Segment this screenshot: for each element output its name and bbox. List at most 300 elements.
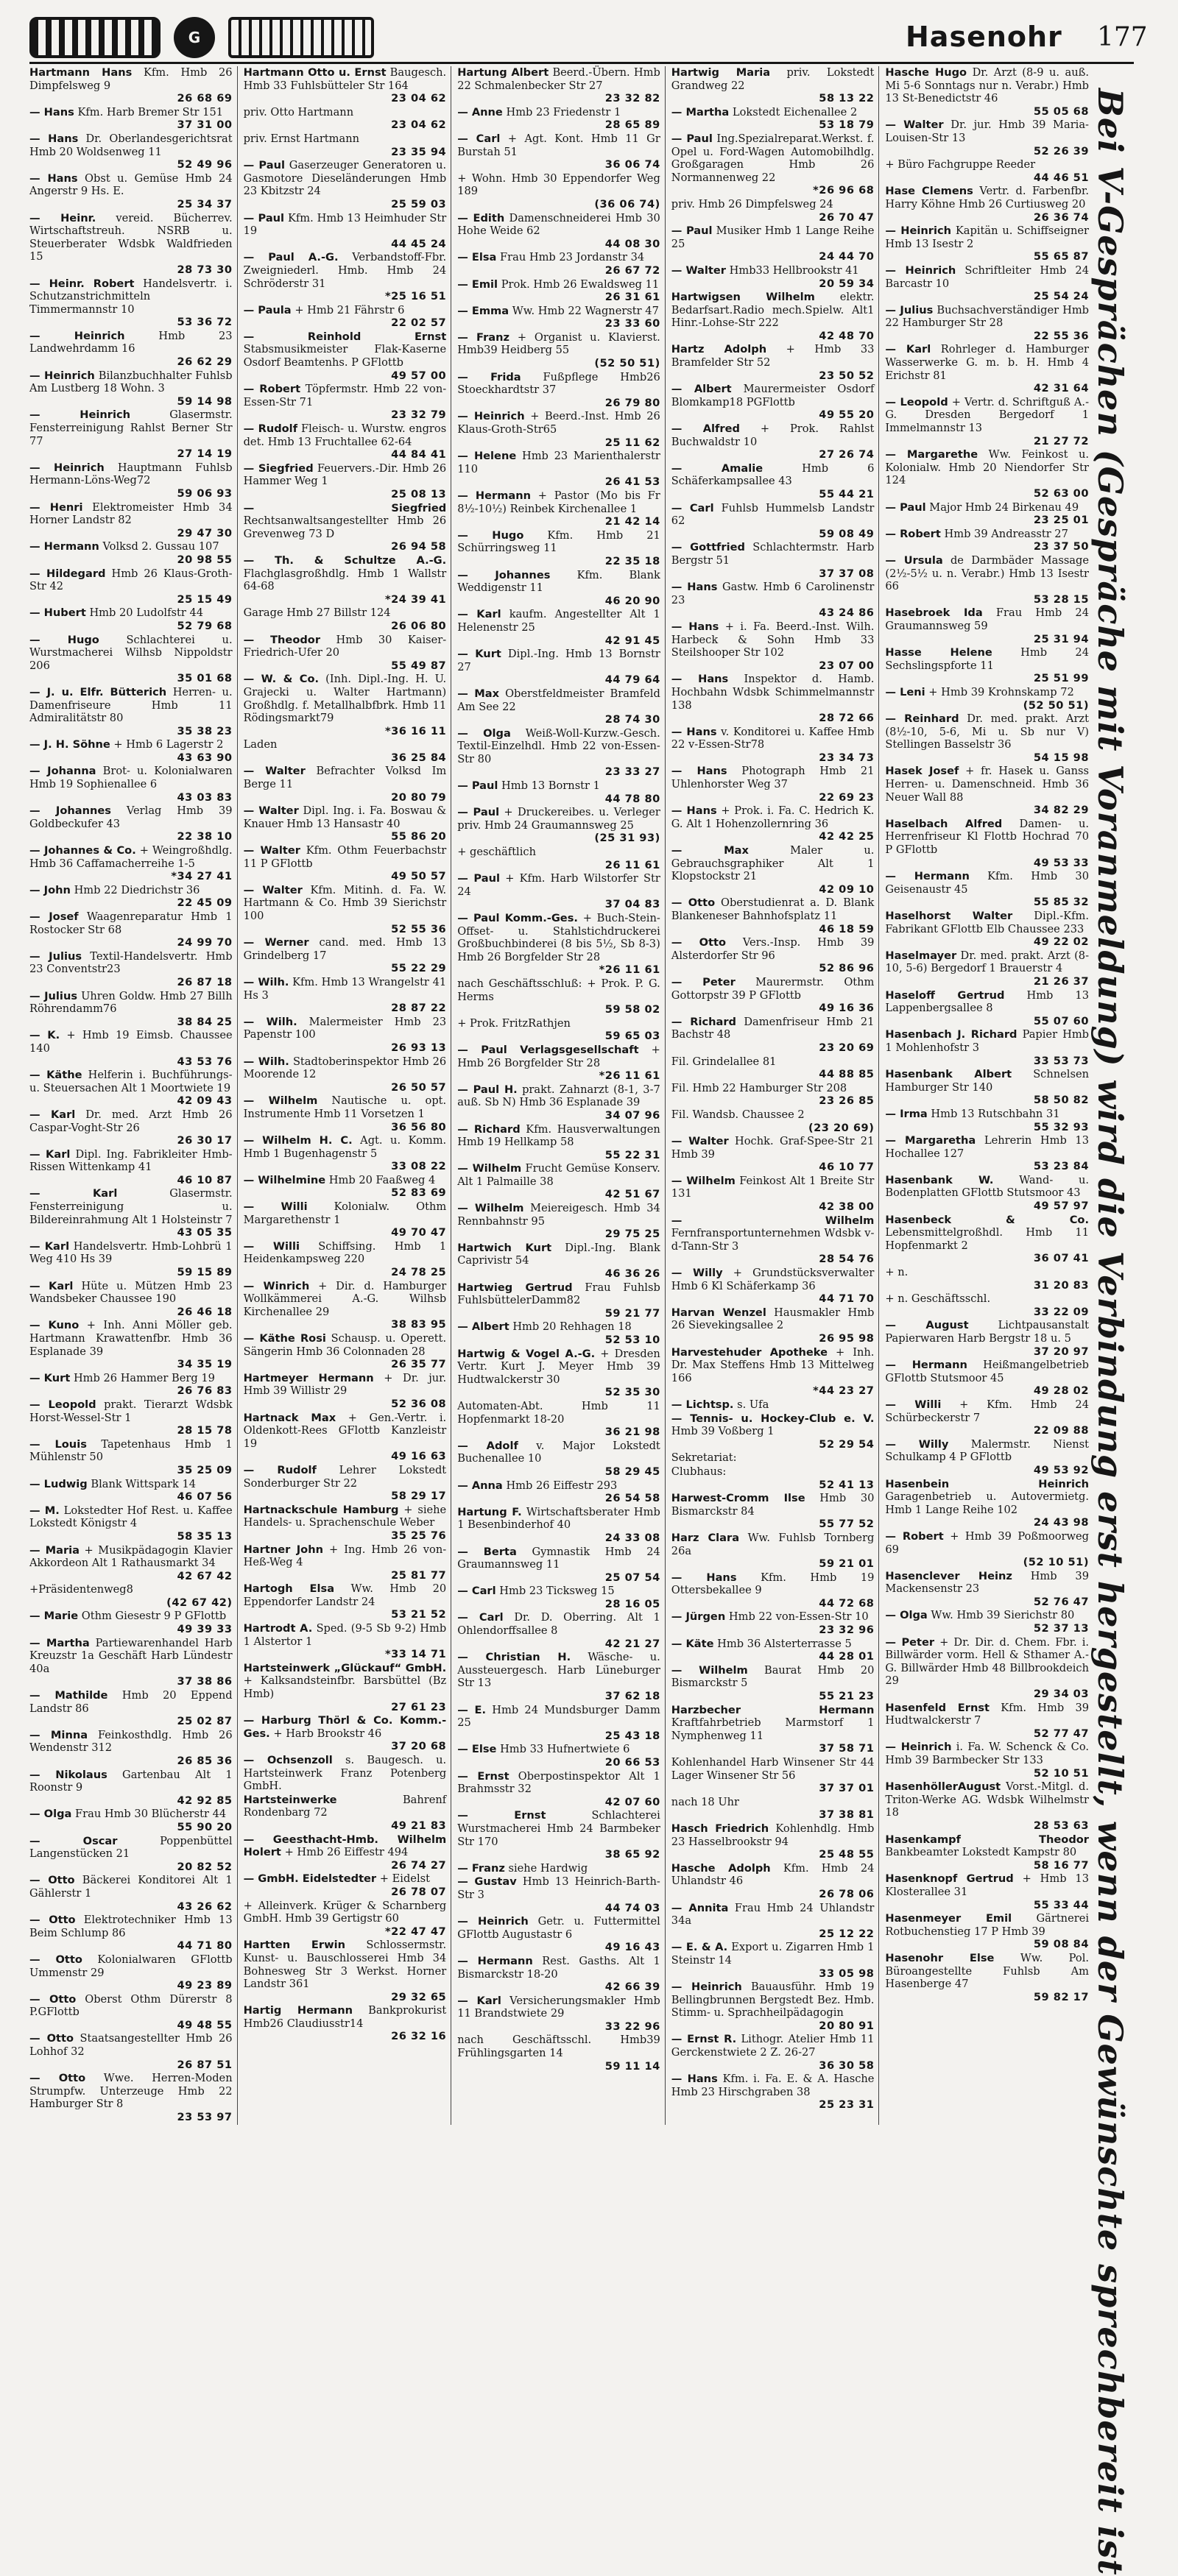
entry-phone: (23 20 69)	[808, 1121, 875, 1134]
directory-entry	[29, 1689, 233, 1728]
directory-entry	[671, 1492, 875, 1531]
directory-entry	[457, 1955, 660, 1994]
entry-details: + Hmb 21 Fährstr 6	[294, 303, 405, 316]
entry-details: Fernfransportunternehmen Wdsbk v-d-Tann-Str 3	[671, 1227, 875, 1253]
directory-entry	[885, 1174, 1089, 1213]
logo-mark: G	[188, 29, 201, 46]
directory-entry	[885, 224, 1089, 263]
directory-entry	[29, 910, 233, 949]
directory-entry	[457, 1123, 660, 1162]
entry-phone: 59 06 93	[177, 487, 233, 500]
entry-name: — Anne	[457, 105, 503, 118]
directory-entry	[457, 1202, 660, 1241]
directory-entry	[885, 396, 1089, 447]
entry-name: — Willy	[885, 1437, 949, 1451]
entry-name: Hasse Helene	[885, 646, 992, 659]
entry-name: — W. & Co.	[243, 673, 320, 686]
directory-entry	[671, 1465, 875, 1491]
directory-entry	[457, 1281, 660, 1320]
directory-entry	[671, 541, 875, 580]
entry-details: Beerd.-Übern. Hmb 22 Schmalenbecker Str 27	[457, 66, 660, 92]
entry-name: — Leni	[885, 685, 925, 698]
entry-details: + Gen.-Vertr. i. Oldenkott-Rees GFlottb Kanzleistr 19	[243, 1411, 447, 1450]
entry-phone: 55 05 68	[1033, 105, 1089, 118]
entry-details: + Hmb 33 Bramfelder Str 52	[671, 343, 875, 369]
entry-name: — Hans	[671, 620, 719, 633]
directory-entry	[29, 606, 233, 632]
entry-phone: 43 63 90	[177, 751, 233, 764]
directory-entry	[244, 1939, 447, 2003]
entry-name: — E.	[457, 1703, 486, 1716]
entry-details: Major Hmb 24 Birkenau 49	[929, 500, 1079, 514]
entry-phone: 25 43 18	[604, 1729, 660, 1742]
directory-entry	[244, 66, 447, 105]
entry-phone: 52 49 96	[177, 158, 233, 171]
entry-name: — Werner	[243, 936, 309, 949]
entry-phone: 23 53 97	[177, 2111, 233, 2124]
entry-name: — Ludwig	[29, 1477, 88, 1490]
entry-details: Schlachterei Wurstmacherei Hmb 24 Barmbeker Str 170	[457, 1809, 660, 1848]
directory-entry	[885, 554, 1089, 606]
entry-phone: 37 62 18	[604, 1690, 660, 1703]
entry-details: + Vertr. d. Schriftguß A.-G. Dresden Bergedorf 1 Immelmannstr 13	[885, 395, 1090, 435]
directory-entry	[244, 422, 447, 461]
entry-phone: 29 47 30	[177, 526, 233, 539]
entry-details: Hmb 6 Schäferkampsallee 43	[671, 461, 875, 488]
entry-details: priv. Ernst Hartmann	[243, 132, 359, 145]
entry-phone: 55 86 20	[391, 830, 447, 843]
entry-details: Inspektor d. Hamb. Hochbahn Wdsbk Schimmelmannstr 138	[671, 673, 875, 712]
entry-name: — Hans	[671, 1571, 737, 1584]
entry-details: Oberst Othm Dürerstr 8 P.GFlottb	[29, 1992, 233, 2019]
entry-name: — Louis	[29, 1437, 87, 1451]
entry-phone: 28 73 30	[177, 263, 233, 276]
entry-name: — Hans	[671, 673, 729, 686]
entry-details: Wäsche- u. Aussteuergesch. Harb Lüneburger Str 13	[457, 1651, 660, 1690]
entry-phone: 59 58 02	[604, 1003, 660, 1016]
entry-name: — Wilh.	[243, 1055, 289, 1068]
directory-entry	[457, 212, 660, 251]
entry-details: + Weingroßhdlg. Hmb 36 Caffamacherreihe 1-5	[29, 844, 233, 870]
directory-entry	[885, 818, 1089, 869]
entry-phone: 26 54 58	[604, 1492, 660, 1505]
entry-phone: 33 22 96	[604, 2020, 660, 2033]
entry-name: — Siegfried	[243, 501, 447, 514]
entry-phone: 59 14 98	[177, 394, 233, 408]
directory-entry	[671, 1610, 875, 1636]
directory-entry	[457, 371, 660, 410]
directory-entry	[244, 304, 447, 330]
entry-details: elektr. Bedarfsart.Radio mech.Spielw. Alt1 Hinr.-Lohse-Str 222	[671, 291, 875, 330]
entry-name: — Else	[457, 1743, 497, 1756]
entry-phone: 26 87 18	[177, 975, 233, 988]
directory-entry	[671, 422, 875, 461]
entry-name: — Johannes	[29, 804, 111, 818]
entry-phone: 52 53 10	[604, 1334, 660, 1346]
entry-details: Lehrer Lokstedt Sonderburger Str 22	[243, 1463, 447, 1490]
entry-phone: 49 57 00	[391, 369, 447, 382]
entry-phone: *26 11 61	[599, 1069, 660, 1083]
entry-name: Hasenknopf Gertrud	[885, 1872, 1014, 1886]
entry-phone: 44 46 51	[1033, 171, 1089, 184]
directory-entry	[885, 1833, 1089, 1872]
entry-phone: 44 79 64	[604, 673, 660, 687]
entry-details: Sped. (9-5 Sb 9-2) Hmb 1 Alstertor 1	[243, 1622, 447, 1648]
entry-phone: 29 75 25	[604, 1228, 660, 1241]
directory-entry	[244, 1094, 447, 1133]
entry-phone: 36 30 58	[819, 2059, 875, 2072]
entry-name: — Ernst	[457, 1809, 546, 1822]
entry-phone: 44 72 68	[819, 1596, 875, 1610]
entry-name: — Th. & Schultze A.-G.	[243, 553, 447, 567]
entry-phone: 33 08 22	[391, 1160, 447, 1173]
directory-entry	[671, 1981, 875, 2032]
entry-phone: 43 24 86	[819, 606, 875, 620]
directory-entry	[885, 910, 1089, 949]
entry-details: Hmb33 Hellbrookstr 41	[729, 263, 859, 277]
entry-phone: 49 28 02	[1033, 1384, 1089, 1398]
entry-details: Ww. Pol. Büroangestellte Fuhlsb Am Hasenberge 47	[885, 1951, 1090, 1991]
entry-name: — Otto	[671, 896, 716, 910]
entry-phone: 52 26 39	[1033, 144, 1089, 158]
entry-name: — Olga	[885, 1609, 928, 1622]
entry-phone: 42 07 60	[604, 1795, 660, 1808]
entry-details: Baugesch. Hmb 33 Fuhlsbütteler Str 164	[243, 66, 447, 92]
entry-phone: 42 91 45	[604, 634, 660, 647]
directory-entry	[457, 529, 660, 568]
entry-phone: 37 58 71	[819, 1742, 875, 1755]
entry-phone: 59 11 14	[604, 2059, 660, 2073]
directory-entry	[457, 1809, 660, 1861]
entry-details: Bahrenf Rondenbarg 72	[243, 1793, 447, 1819]
entry-name: Hasche Hugo	[885, 66, 967, 79]
directory-entry	[885, 1398, 1089, 1437]
entry-phone: 22 09 88	[1033, 1424, 1089, 1437]
entry-name: — Willi	[243, 1200, 308, 1214]
directory-entry	[671, 106, 875, 132]
entry-phone: 26 94 58	[391, 540, 447, 553]
entry-details: Stabsmusikmeister Flak-Kaserne Osdorf Beamtenhs. P GFlottb	[243, 343, 447, 369]
directory-entry	[29, 686, 233, 737]
entry-phone: 26 78 07	[391, 1885, 447, 1898]
entry-phone: 44 74 03	[604, 1901, 660, 1914]
directory-entry	[671, 1902, 875, 1941]
entry-name: — Heinrich	[457, 1915, 529, 1928]
entry-phone: 58 16 77	[1033, 1858, 1089, 1872]
entry-details: + Hmb 19 Eimsb. Chaussee 140	[29, 1029, 233, 1055]
entry-name: — Hans	[671, 581, 718, 594]
entry-name: — Heinrich	[29, 329, 125, 342]
directory-entry	[29, 106, 233, 132]
directory-entry	[885, 448, 1089, 500]
entry-phone: 25 59 03	[391, 197, 447, 210]
entry-phone: 55 65 87	[1033, 250, 1089, 263]
entry-phone: 53 36 72	[177, 316, 233, 329]
entry-phone: 55 07 60	[1033, 1014, 1089, 1027]
directory-entry	[885, 1741, 1089, 1780]
entry-name: — Alfred	[671, 422, 740, 436]
entry-phone: 58 29 17	[391, 1490, 447, 1503]
entry-details: + geschäftlich	[457, 846, 536, 859]
directory-entry	[29, 408, 233, 460]
entry-details: + Pastor (Mo bis Fr 8½-10½) Reinbek Kirchenallee 1	[457, 489, 660, 515]
entry-phone: 37 38 86	[177, 1675, 233, 1688]
entry-details: Feinkost Alt 1 Breite Str 131	[671, 1174, 875, 1200]
entry-phone: 22 55 36	[1033, 329, 1089, 342]
entry-details: Kfm. Hmb 30 Geisenaustr 45	[885, 870, 1089, 896]
entry-phone: 26 74 27	[391, 1858, 447, 1872]
directory-entry	[244, 1240, 447, 1279]
entry-details: Schriftleiter Hmb 24 Barcastr 10	[885, 263, 1090, 290]
entry-details: Meiereigesch. Hmb 34 Rennbahnstr 95	[457, 1202, 660, 1228]
entry-details: Hmb 24 Sechslingspforte 11	[885, 646, 1089, 672]
entry-details: Hmb 39 Mackensenstr 23	[885, 1569, 1089, 1596]
entry-name: — Oscar	[29, 1834, 118, 1847]
entry-phone: 25 48 55	[819, 1848, 875, 1861]
entry-details: Dipl.-Kfm. Fabrikant GFlottb Elb Chaussee 233	[885, 910, 1089, 935]
entry-phone: 25 51 99	[1033, 672, 1089, 685]
directory-entry	[885, 1266, 1089, 1292]
entry-details: Hmb 22 von-Essen-Str 10	[728, 1610, 869, 1624]
entry-name: Hasenbein Heinrich	[885, 1477, 1089, 1490]
entry-details: priv. Otto Hartmann	[243, 105, 354, 118]
entry-phone: 33 53 73	[1033, 1054, 1089, 1067]
entry-details: Kraftfahrbetrieb Marmstorf 1 Nymphenweg 11	[671, 1716, 875, 1742]
entry-phone: 52 36 08	[391, 1397, 447, 1410]
entry-details: prakt. Tierarzt Wdsbk Horst-Wessel-Str 1	[29, 1398, 233, 1424]
directory-entry	[885, 1359, 1089, 1398]
entry-details: Lichtpausanstalt Papierwaren Harb Bergstr 18 u. 5	[885, 1319, 1089, 1345]
entry-phone: 26 87 51	[177, 2058, 233, 2071]
directory-entry	[457, 1242, 660, 1281]
entry-phone: 26 95 98	[819, 1332, 875, 1345]
entry-details: nach Geschäftsschluß: + Prok. P. G. Herms	[457, 977, 660, 1003]
entry-name: — Frida	[457, 370, 521, 383]
directory-entry	[244, 1280, 447, 1331]
directory-entry	[671, 844, 875, 896]
entry-details: Dipl. Ing. Fabrikleiter Hmb-Rissen Wittenkamp 41	[29, 1147, 233, 1174]
entry-phone: 44 71 80	[177, 1939, 233, 1953]
entry-name: — Annita	[671, 1901, 729, 1914]
entry-phone: 25 54 24	[1033, 290, 1089, 303]
directory-entry	[457, 1440, 660, 1479]
entry-details: Hmb 20 Rehhagen 18	[512, 1320, 632, 1334]
directory-entry	[457, 1479, 660, 1505]
directory-entry	[244, 673, 447, 737]
entry-phone: 34 35 19	[177, 1358, 233, 1371]
entry-phone: 44 08 30	[604, 237, 660, 250]
entry-details: + n.	[885, 1266, 909, 1279]
entry-phone: 49 16 36	[819, 1002, 875, 1015]
entry-details: Rohrleger d. Hamburger Wasserwerke G. m. b. H. Hmb 4 Erichstr 81	[885, 343, 1090, 382]
entry-name: — Paul	[671, 132, 713, 145]
entry-phone: 36 06 74	[604, 158, 660, 171]
side-banner	[1090, 88, 1163, 2576]
directory-entry	[244, 1372, 447, 1411]
entry-phone: 26 62 29	[177, 355, 233, 369]
entry-phone: *44 23 27	[813, 1384, 875, 1398]
entry-phone: 49 21 83	[391, 1819, 447, 1832]
directory-entry	[29, 1769, 233, 1808]
entry-phone: 20 80 79	[391, 790, 447, 804]
entry-name: — Walter	[243, 765, 306, 778]
entry-name: — Max	[671, 844, 749, 857]
entry-name: — Heinrich	[29, 408, 131, 422]
entry-phone: 44 71 70	[819, 1292, 875, 1306]
entry-details: priv. Hmb 26 Dimpfelsweg 24	[671, 197, 833, 210]
entry-name: Haselmayer	[885, 949, 957, 962]
entry-details: Ing.Spezialreparat.Werkst. f. Opel u. Ford-Wagen Automobilhdlg. Großgaragen Hmb 26 Normannenweg 22	[671, 132, 875, 184]
directory-entry	[457, 1400, 660, 1439]
entry-phone: 25 34 37	[177, 197, 233, 210]
entry-phone: (52 50 51)	[1023, 698, 1089, 712]
entry-name: — Gottfried	[671, 541, 745, 554]
entry-details: Hochk. Graf-Spee-Str 21 Hmb 39	[671, 1135, 875, 1161]
entry-phone: 46 10 77	[819, 1161, 875, 1174]
entry-phone: 20 59 34	[819, 277, 875, 290]
directory-entry	[29, 567, 233, 606]
entry-details: + Inh. Anni Möller geb. Hartmann Krawattenfbr. Hmb 36 Esplanade 39	[29, 1319, 233, 1358]
entry-details: Rechtsanwaltsangestellter Hmb 26 Grevenweg 73 D	[243, 514, 447, 540]
entry-name: — Rudolf	[243, 1463, 317, 1476]
entry-phone: 20 82 52	[177, 1860, 233, 1873]
entry-name: — Karl	[29, 1108, 76, 1121]
entry-phone: 21 27 72	[1033, 434, 1089, 447]
entry-name: — Käthe Rosi	[243, 1332, 326, 1345]
directory-entry	[671, 1941, 875, 1980]
entry-name: — Max	[457, 687, 500, 700]
directory-entry	[29, 501, 233, 540]
entry-name: Hartmann Otto u. Ernst	[243, 66, 387, 79]
entry-details: s. Baugesch. u. Hartsteinwerk Franz Potenberg GmbH.	[243, 1754, 447, 1793]
entry-name: — Richard	[457, 1122, 521, 1136]
directory-column-1	[29, 66, 238, 2125]
entry-name: — Paul	[885, 500, 926, 514]
directory-entry	[671, 264, 875, 290]
entry-details: Wirtschaftsberater Hmb 1 Besenbinderhof 40	[457, 1505, 660, 1532]
entry-details: Frau Hmb 24 Uhlandstr 34a	[671, 1901, 875, 1928]
entry-phone: 26 79 80	[604, 396, 660, 409]
entry-details: + Prok. FritzRathjen	[457, 1016, 571, 1030]
entry-name: — Willi	[885, 1398, 942, 1411]
directory-entry	[671, 1175, 875, 1214]
entry-phone: 26 78 06	[819, 1887, 875, 1900]
entry-phone: 36 07 41	[1033, 1252, 1089, 1265]
entry-details: Agt. u. Komm. Hmb 1 Bugenhagenstr 5	[243, 1134, 447, 1160]
entry-details: + Grundstücksverwalter Hmb 6 Kl Schäferkamp 36	[671, 1267, 875, 1292]
entry-details: + i. Fa. Beerd.-Inst. Wilh. Harbeck & Sohn Hmb 33 Steilshooper Str 102	[671, 620, 875, 659]
entry-phone: 52 79 68	[177, 619, 233, 632]
entry-details: Dipl.-Ing. Blank Caprivistr 54	[457, 1241, 660, 1267]
entry-phone: 25 07 54	[604, 1571, 660, 1584]
entry-name: — Wilhelm	[671, 1214, 875, 1227]
entry-phone: 53 23 84	[1033, 1160, 1089, 1173]
entry-phone: 44 28 01	[819, 1650, 875, 1663]
entry-name: — Paul Komm.-Ges.	[457, 912, 578, 924]
entry-name: — Rudolf	[243, 422, 298, 436]
entry-details: Hmb 22 Diedrichstr 36	[74, 883, 200, 896]
entry-phone: 23 04 62	[391, 92, 447, 105]
entry-phone: 28 74 30	[604, 713, 660, 726]
entry-phone: 37 04 83	[604, 898, 660, 911]
entry-details: Hmb 13 Heinrich-Barth-Str 3	[457, 1875, 660, 1901]
directory-entry	[671, 1135, 875, 1174]
directory-entry	[29, 1729, 233, 1768]
entry-details: Hmb 23 Landwehrdamm 16	[29, 329, 233, 355]
directory-entry	[29, 1583, 233, 1609]
entry-details: siehe Hardwig	[508, 1861, 588, 1875]
entry-phone: 20 66 53	[604, 1756, 660, 1769]
entry-details: v. Konditorei u. Kaffee Hmb 22 v-Essen-Str78	[671, 725, 875, 751]
entry-details: Heißmangelbetrieb GFlottb Stutsmoor 45	[885, 1359, 1089, 1384]
directory-entry	[29, 212, 233, 277]
directory-entry	[29, 1240, 233, 1279]
entry-name: — Hildegard	[29, 567, 106, 580]
directory-entry	[457, 1862, 660, 1875]
entry-phone: 59 82 17	[1033, 1990, 1089, 2003]
directory-entry	[457, 1743, 660, 1769]
entry-phone: 20 98 55	[177, 553, 233, 566]
directory-entry	[885, 264, 1089, 303]
entry-name: — Paul	[457, 806, 500, 819]
entry-phone: 55 21 23	[819, 1690, 875, 1703]
directory-entry	[244, 738, 447, 764]
directory-entry	[457, 278, 660, 304]
entry-name: Hartwigsen Wilhelm	[671, 291, 815, 304]
directory-entry	[671, 620, 875, 672]
entry-phone: 33 22 09	[1033, 1305, 1089, 1318]
directory-entry	[885, 1134, 1089, 1173]
entry-details: Stadtoberinspektor Hmb 26 Moorende 12	[243, 1055, 447, 1081]
directory-entry	[671, 1638, 875, 1663]
entry-phone: *33 14 71	[384, 1648, 447, 1661]
entry-name: Harzbecher Hermann	[671, 1703, 875, 1716]
directory-entry	[244, 554, 447, 606]
entry-details: Hmb 30 Bismarckstr 84	[671, 1492, 875, 1518]
directory-entry	[244, 765, 447, 804]
entry-name: — Hermann	[29, 540, 99, 553]
directory-entry	[885, 1702, 1089, 1741]
directory-entry	[457, 1915, 660, 1954]
entry-name: — Otto	[29, 1953, 82, 1966]
directory-entry	[457, 251, 660, 277]
entry-name: — Karl	[29, 1187, 118, 1200]
entry-name: — Reinhard	[885, 712, 959, 726]
entry-details: Dipl. Ing. i. Fa. Boswau & Knauer Hmb 13 Hansastr 40	[243, 804, 447, 830]
entry-phone: 58 13 22	[819, 92, 875, 105]
entry-name: Hasenkampf Theodor	[885, 1833, 1089, 1846]
directory-entry	[671, 462, 875, 501]
entry-name: — Olga	[457, 726, 511, 740]
entry-name: — Ochsenzoll	[243, 1754, 333, 1766]
entry-phone: 28 54 76	[819, 1253, 875, 1266]
entry-details: Hmb 13 Lappenbergsallee 8	[885, 988, 1089, 1015]
entry-name: — Hans	[29, 105, 74, 118]
entry-details: Baurat Hmb 20 Bismarckstr 5	[671, 1663, 875, 1690]
entry-name: — Karl	[885, 343, 931, 356]
entry-phone: 25 02 87	[177, 1715, 233, 1728]
entry-phone: 42 38 00	[819, 1200, 875, 1214]
entry-phone: 44 78 80	[604, 792, 660, 805]
entry-phone: *24 39 41	[384, 592, 447, 606]
entry-details: Fil. Hmb 22 Hamburger Str 208	[671, 1081, 847, 1094]
entry-details: Handelsvertr. Hmb-Lohbrü 1 Weg 410 Hs 39	[29, 1239, 233, 1266]
entry-details: Vers.-Insp. Hmb 39 Alsterdorfer Str 96	[671, 936, 875, 962]
entry-name: — Lichtsp.	[671, 1398, 734, 1411]
directory-entry	[29, 330, 233, 369]
entry-phone: (36 06 74)	[594, 197, 660, 210]
entry-phone: 26 32 16	[391, 2030, 447, 2043]
